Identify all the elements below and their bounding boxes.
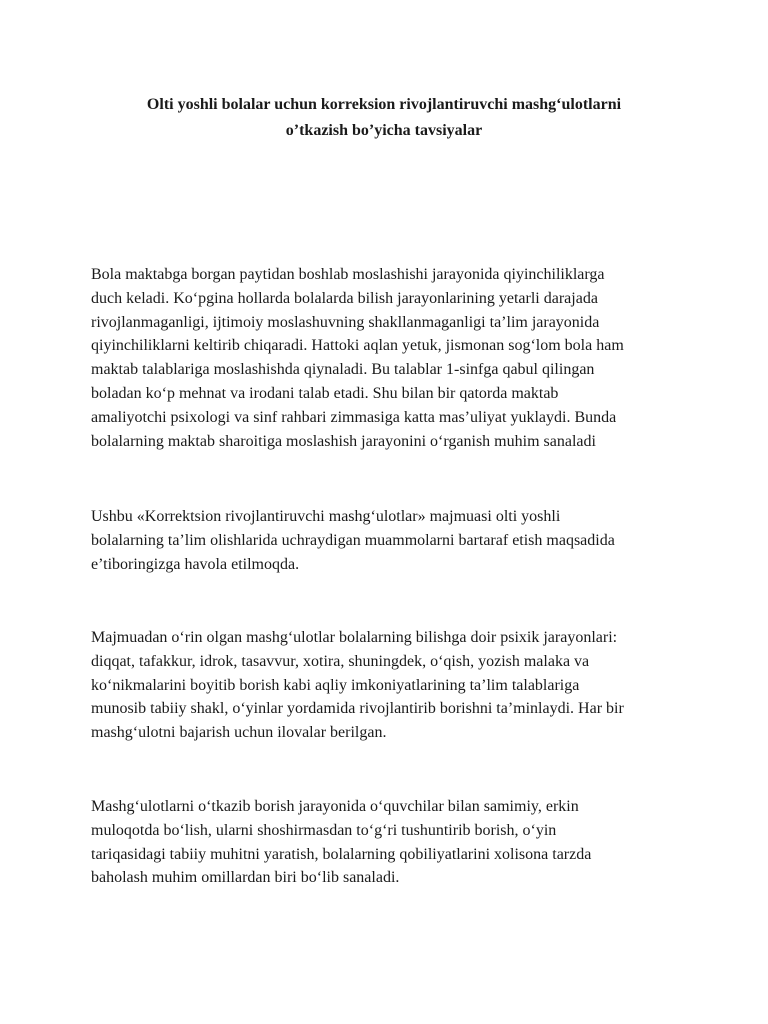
text-line: qiyinchiliklarni keltirib chiqaradi. Hattoki aqlan yetuk, jismonan sog‘lom bola ham — [91, 337, 624, 355]
text-line: mashg‘ulotni bajarish uchun ilovalar berilgan. — [91, 724, 387, 742]
text-line: bolalarning maktab sharoitiga moslashish jarayonini o‘rganish muhim sanaladi — [91, 432, 596, 450]
text-line: munosib tabiiy shakl, o‘yinlar yordamida rivojlantirib borishni ta’minlaydi. Har bir — [91, 700, 624, 718]
paragraph-method — [91, 795, 691, 890]
text-line: muloqotda bo‘lish, ularni shoshirmasdan to‘g‘ri tushuntirib borish, o‘yin — [91, 821, 557, 839]
text-line: Majmuadan o‘rin olgan mashg‘ulotlar bolalarning bilishga doir psixik jarayonlari: — [91, 629, 618, 646]
title-line: o’tkazish bo’yicha tavsiyalar — [285, 122, 483, 139]
text-line: e’tiboringizga havola etilmoqda. — [91, 555, 300, 573]
text-line: baholash muhim omillardan biri bo‘lib sanaladi. — [91, 869, 400, 887]
paragraph-purpose — [91, 505, 691, 576]
text-line: boladan ko‘p mehnat va irodani talab etadi. Shu bilan bir qatorda maktab — [91, 384, 559, 402]
title-line: Olti yoshli bolalar uchun korreksion rivojlantiruvchi mashg‘ulotlarni — [146, 96, 622, 113]
text-line: amaliyotchi psixologi va sinf rahbari zimmasiga katta mas’uliyat yuklaydi. Bunda — [91, 408, 617, 426]
text-line: ko‘nikmalarini boyitib borish kabi aqliy imkoniyatlarining ta’lim talablariga — [91, 676, 580, 694]
text-line: rivojlanmaganligi, ijtimoiy moslashuvning shakllanmaganligi ta’lim jarayonida — [91, 313, 600, 331]
text-line: Bola maktabga borgan paytidan boshlab moslashishi jarayonida qiyinchiliklarga — [91, 266, 605, 283]
text-line: duch keladi. Ko‘pgina hollarda bolalarda bilish jarayonlarining yetarli darajada — [91, 289, 598, 307]
text-line: bolalarning ta’lim olishlarida uchraydigan muammolarni bartaraf etish maqsadida — [91, 531, 615, 549]
text-line: tariqasidagi tabiiy muhitni yaratish, bolalarning qobiliyatlarini xolisona tarzda — [91, 845, 592, 863]
text-line: Ushbu «Korrektsion rivojlantiruvchi mashg‘ulotlar» majmuasi olti yoshli — [91, 508, 561, 525]
document-title — [80, 92, 688, 144]
paragraph-intro — [91, 263, 691, 453]
text-line: diqqat, tafakkur, idrok, tasavvur, xotira, shuningdek, o‘qish, yozish malaka va — [91, 652, 590, 670]
text-line: Mashg‘ulotlarni o‘tkazib borish jarayonida o‘quvchilar bilan samimiy, erkin — [91, 798, 579, 815]
text-line: maktab talablariga moslashishda qiynaladi. Bu talablar 1-sinfga qabul qilingan — [91, 361, 595, 379]
paragraph-content — [91, 626, 691, 745]
